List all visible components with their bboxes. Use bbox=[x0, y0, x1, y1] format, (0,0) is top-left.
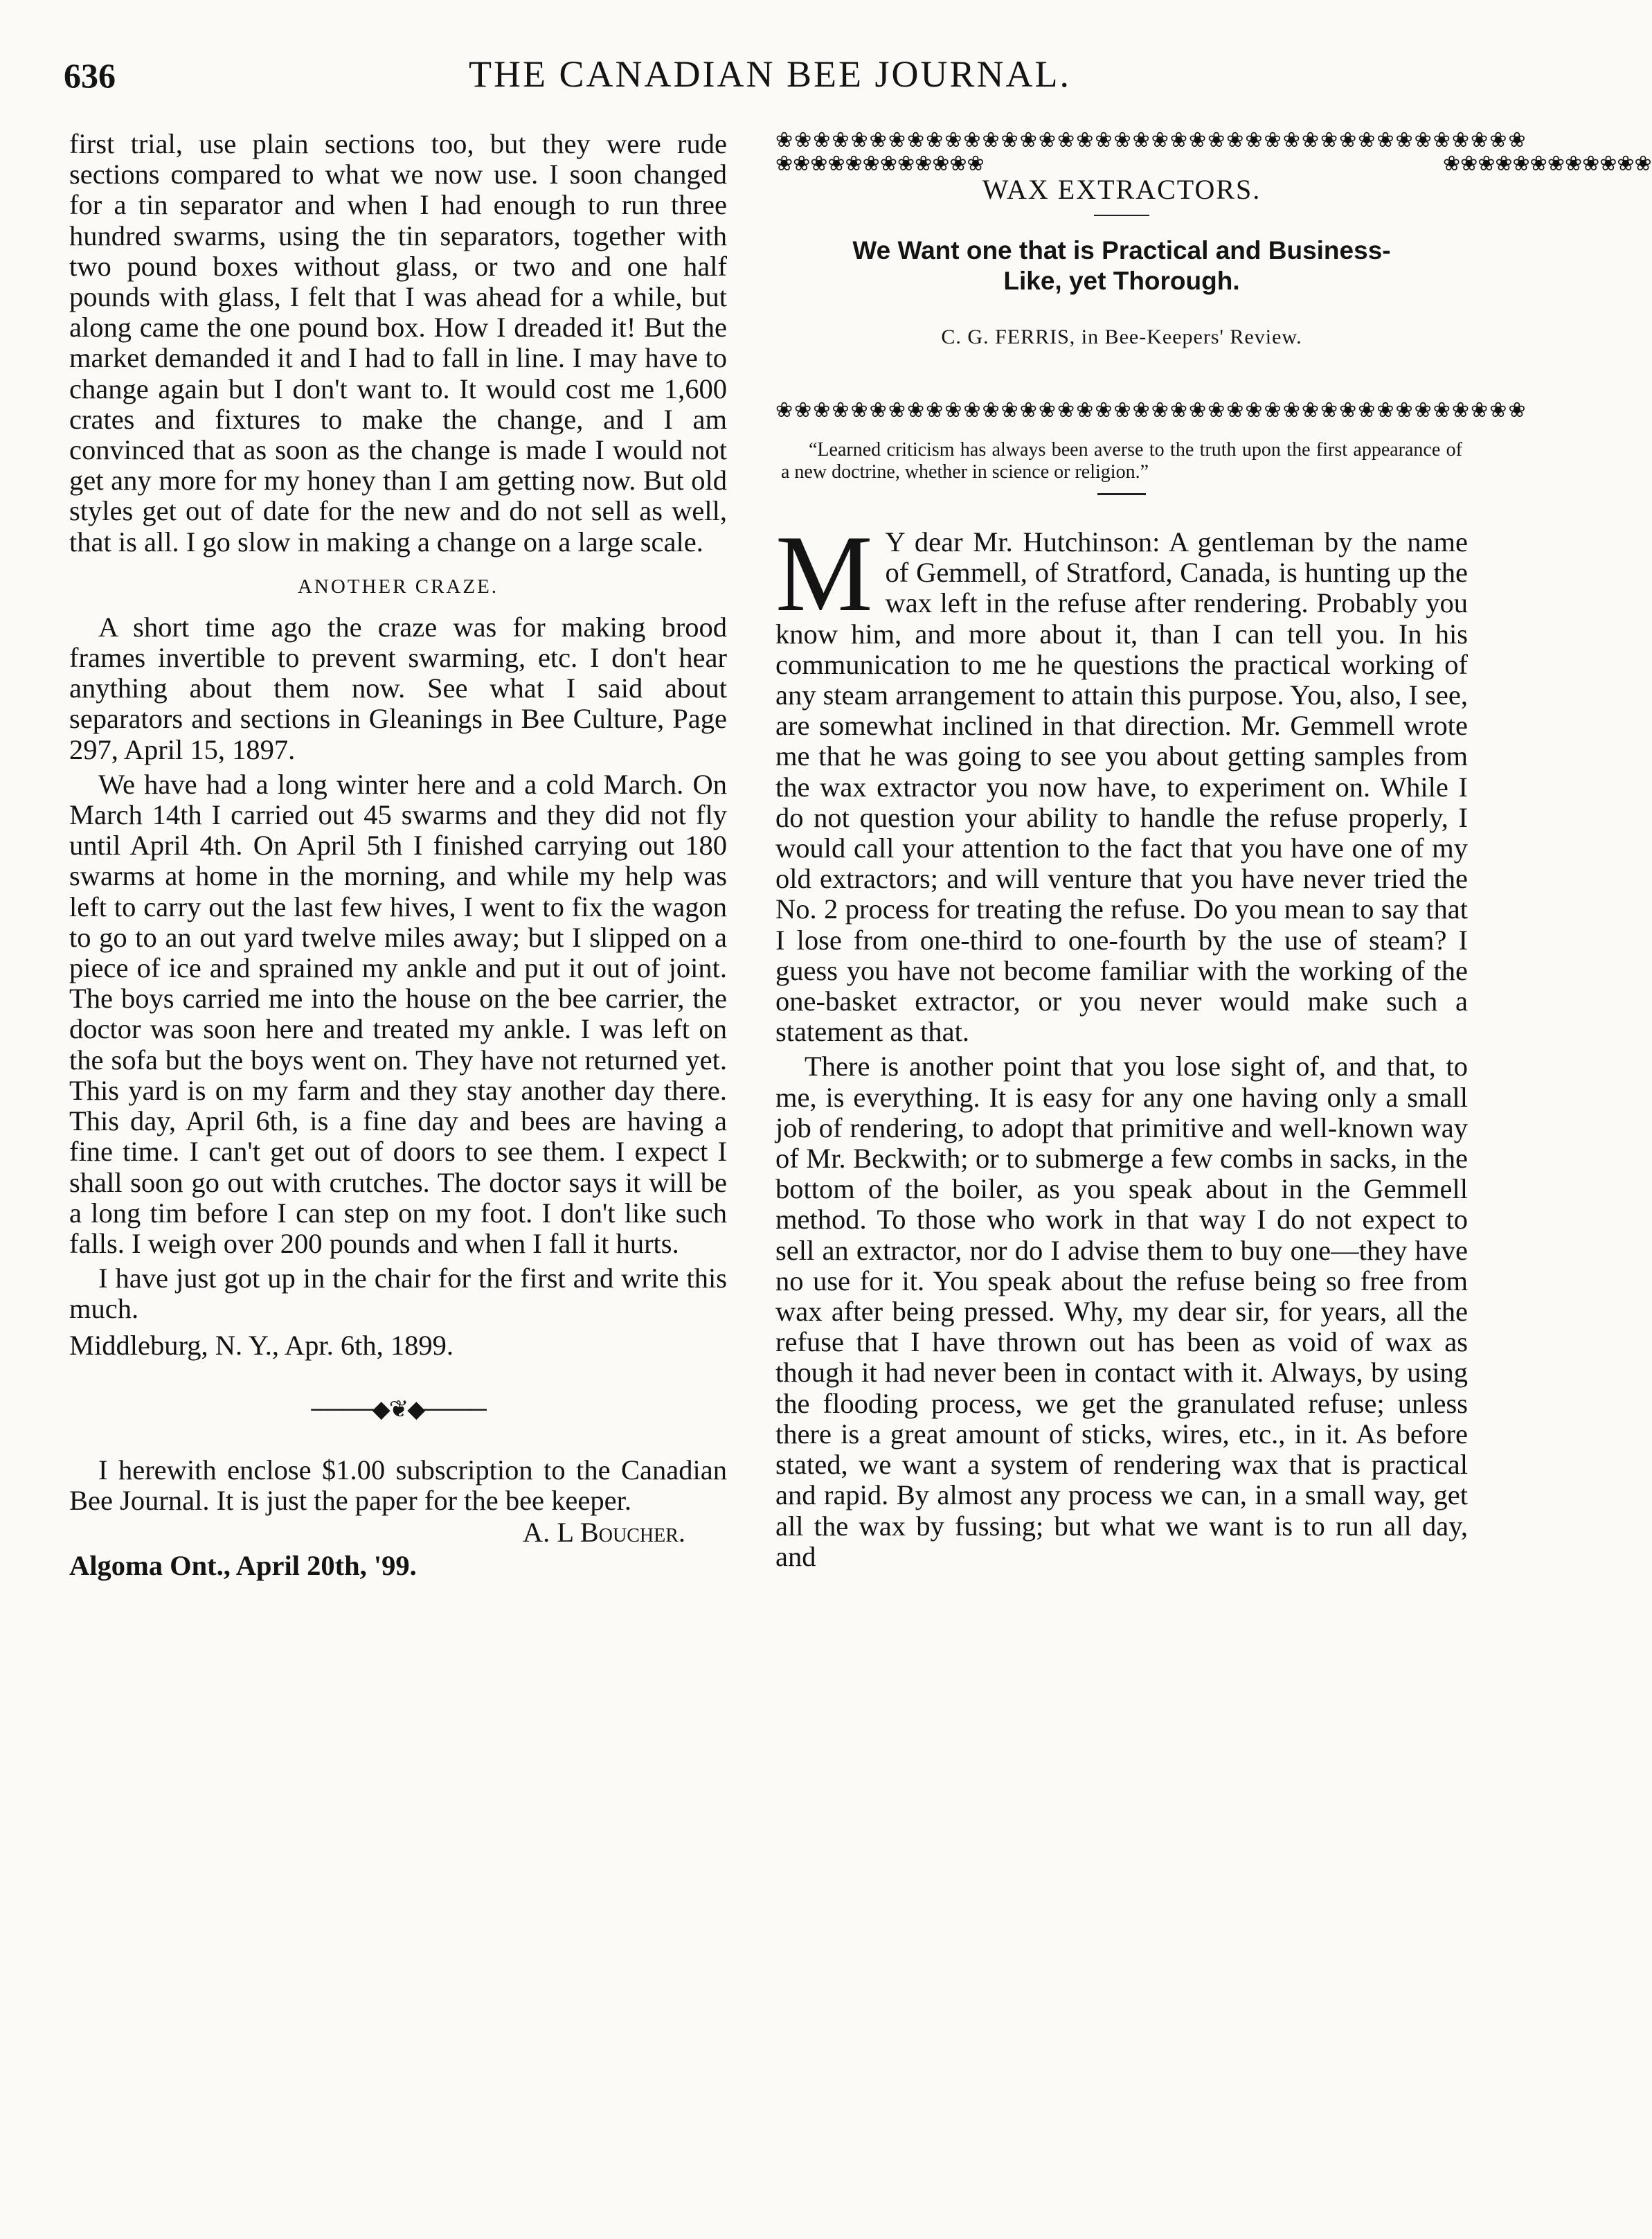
ad-source: C. G. FERRIS, in Bee-Keepers' Review. bbox=[941, 325, 1302, 348]
left-paragraph-1: first trial, use plain sections too, but they were rude sections compared to what we now use. I soon changed for a tin separator and when I had enough to run three hundred swarms, using the tin separators, together with two pound boxes without glass, or two and one half pounds with glass, I felt that I was ahead for a while, but along came the one pound box. How I dreaded it! But the market demanded it and I had to fall in line. I may have to change again but I don't want to. It would cost me 1,600 crates and fixtures to make the change, and I am convinced that as soon as the change is made I would not get any more for my honey than I am getting now. But old styles get out of date for the new and do not sell as well, that is all. I go slow in making a change on a large scale. bbox=[69, 128, 727, 557]
ornamental-border-right: ❀❀❀❀❀❀❀❀❀❀❀❀ bbox=[1443, 152, 1652, 175]
dateline-algoma: Algoma Ont., April 20th, '99. bbox=[69, 1549, 417, 1581]
epigraph-quote: “Learned criticism has always been averse to the truth upon the first appearance of a new doctrine, whether in science or religion.” bbox=[781, 439, 1462, 483]
ornamental-divider: ────◆❦◆──── bbox=[311, 1396, 485, 1422]
left-column bbox=[69, 129, 727, 1582]
left-paragraph-3: We have had a long winter here and a cold March. On March 14th I carried out 45 swarms and they did not fly until April 4th. On April 5th I finished carrying out 180 swarms at home in the morning, and while my help was left to carry out the last few hives, I went to fix the wagon to go to an out yard twelve miles away; but I slipped on a piece of ice and sprained my ankle and put it out of joint. The boys carried me into the house on the bee carrier, the doctor was soon here and treated my ankle. I was left on the sofa but the boys went on. They have not returned yet. This yard is on my farm and they stay another day there. This day, April 6th, is a fine day and bees are having a fine time. I can't get out of doors to see them. I expect I shall soon go out with crutches. The doctor says it will be a long tim before I can step on my foot. I don't like such falls. I weigh over 200 pounds and when I fall it hurts. bbox=[69, 768, 727, 1259]
section-heading-another-craze: ANOTHER CRAZE. bbox=[297, 575, 499, 598]
right-paragraph-1 bbox=[775, 513, 1468, 1048]
ornamental-border-left: ❀❀❀❀❀❀❀❀❀❀❀❀ bbox=[775, 152, 985, 175]
wax-extractors-ad-box bbox=[775, 129, 1652, 422]
ad-title: WAX EXTRACTORS. bbox=[982, 174, 1262, 205]
left-paragraph-4: I have just got up in the chair for the first and write this much. bbox=[69, 1263, 727, 1325]
ornamental-border-top: ❀❀❀❀❀❀❀❀❀❀❀❀❀❀❀❀❀❀❀❀❀❀❀❀❀❀❀❀❀❀❀❀❀❀❀❀❀❀❀❀ bbox=[775, 129, 1527, 152]
dateline-middleburg: Middleburg, N. Y., Apr. 6th, 1899. bbox=[69, 1329, 454, 1361]
right-column bbox=[775, 129, 1652, 1572]
drop-cap: M bbox=[775, 513, 873, 634]
page-number: 636 bbox=[64, 56, 116, 95]
left-paragraph-5: I herewith enclose $1.00 subscription to the Canadian Bee Journal. It is just the paper for the bee keeper. bbox=[69, 1454, 727, 1516]
left-paragraph-2: A short time ago the craze was for making brood frames invertible to prevent swarming, etc. I don't hear anything about them now. See what I said about separators and sections in Gleanings in Bee Culture, Page 297, April 15, 1897. bbox=[69, 611, 727, 765]
quote-divider bbox=[1097, 493, 1146, 495]
ad-divider bbox=[1094, 215, 1149, 216]
journal-title: THE CANADIAN BEE JOURNAL. bbox=[469, 53, 1071, 95]
signature-boucher: A. L Boucher. bbox=[522, 1516, 685, 1548]
page-header bbox=[64, 43, 1476, 98]
right-paragraph-1-text: Y dear Mr. Hutchinson: A gentleman by the name of Gemmell, of Stratford, Canada, is hunting up the wax left in the refuse after rendering. Probably you know him, and more about it, than I can tell you. In his communication to me he questions the practical working of any steam arrangement to attain this purpose. You, also, I see, are somewhat inclined in that direction. Mr. Gemmell wrote me that he was going to see you about getting samples from the wax extractor you now have, to experiment on. While I do not question your ability to handle the refuse properly, I would call your attention to the fact that you have one of my old extractors; and will venture that you have never tried the No. 2 process for treating the refuse. Do you mean to say that I lose from one-third to one-fourth by the use of steam? I guess you have not become familiar with the working of the one-basket extractor, or you never would make such a statement as that. bbox=[775, 526, 1468, 1048]
ornamental-border-bottom: ❀❀❀❀❀❀❀❀❀❀❀❀❀❀❀❀❀❀❀❀❀❀❀❀❀❀❀❀❀❀❀❀❀❀❀❀❀❀❀❀ bbox=[775, 399, 1527, 422]
ad-tagline: We Want one that is Practical and Business-Like, yet Thorough. bbox=[852, 236, 1391, 295]
right-paragraph-2: There is another point that you lose sight of, and that, to me, is everything. It is easy for any one having only a small job of rendering, to adopt that primitive and well-known way of Mr. Beckwith; or to submerge a few combs in sacks, in the bottom of the boiler, as you speak about in the Gemmell method. To those who work in that way I do not expect to sell an extractor, nor do I advise them to buy one—they have no use for it. You speak about the refuse being so free from wax after being pressed. Why, my dear sir, for years, all the refuse that I have thrown out has been as void of wax as though it had never been in contact with it. Always, by using the flooding process, we get the granulated refuse; unless there is a great amount of sticks, wires, etc., in it. As before stated, we want a system of rendering wax that is practical and rapid. By almost any process we can, in a small way, get all the wax by fussing; but what we want is to run all day, and bbox=[775, 1051, 1468, 1572]
